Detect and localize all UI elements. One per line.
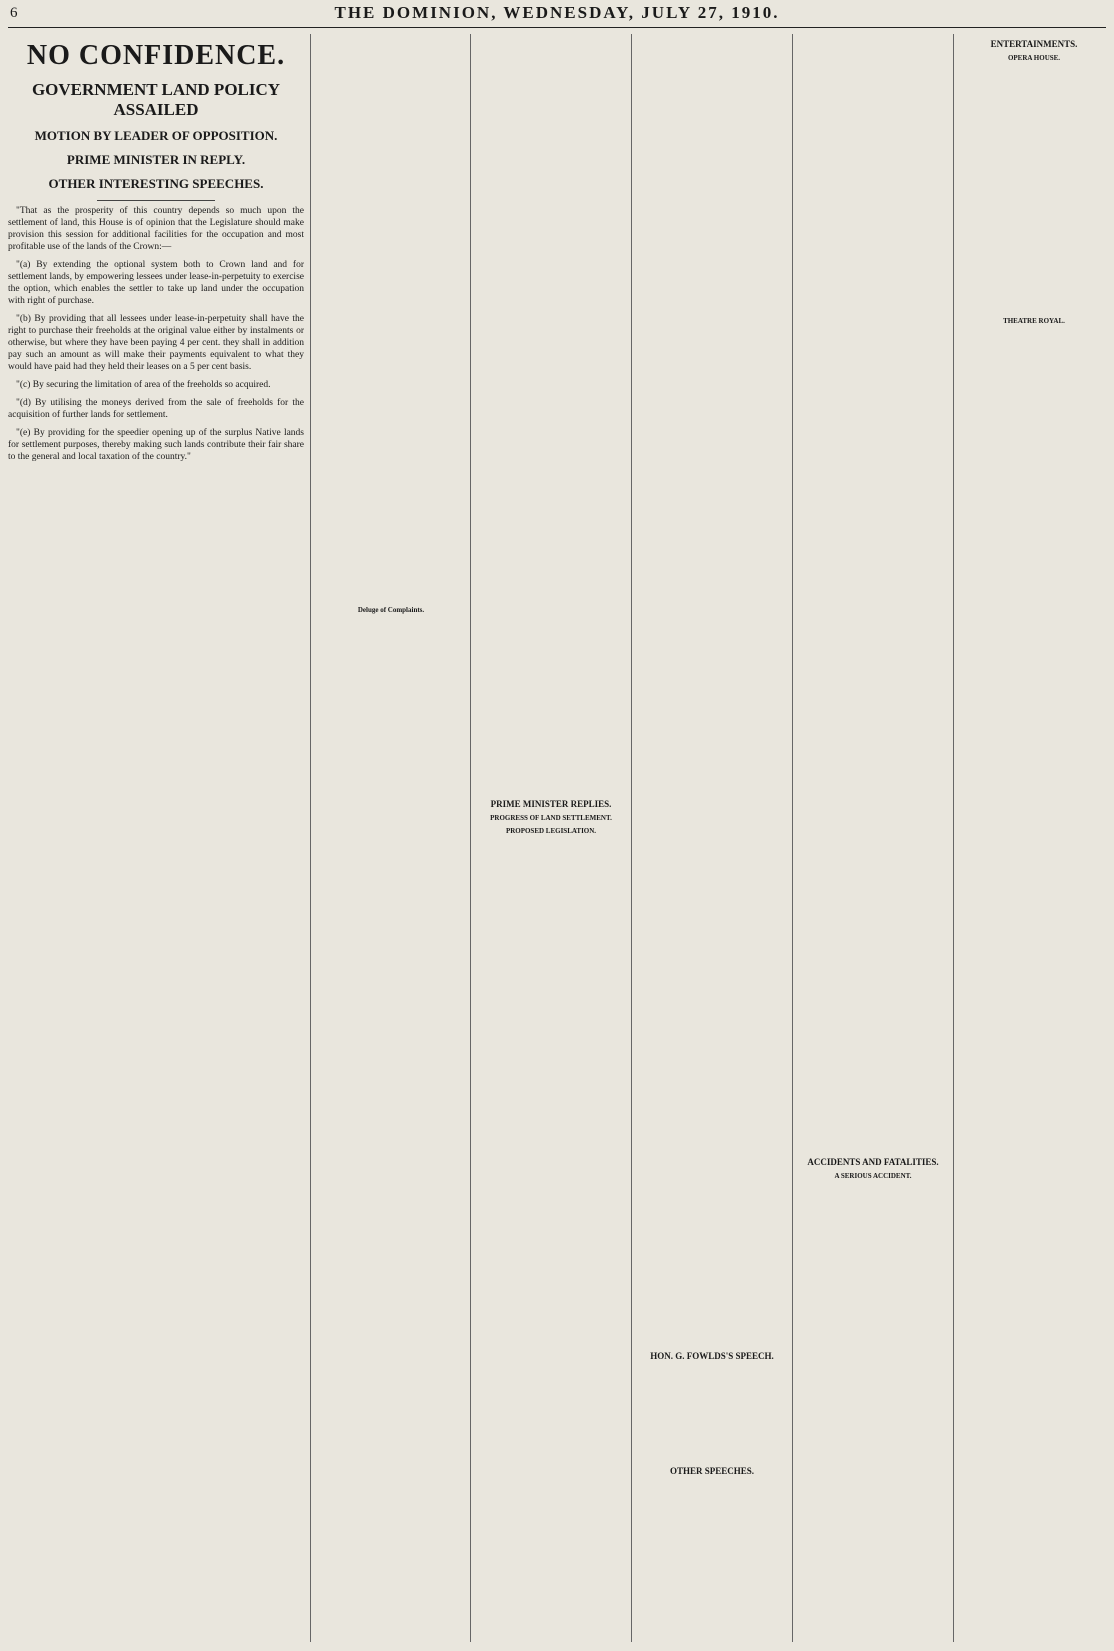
column-rule — [631, 34, 632, 1642]
motion-clause-c: "(c) By securing the limitation of area of the freeholds so acquired. — [16, 380, 271, 390]
masthead — [0, 0, 1114, 30]
column-4 — [637, 34, 787, 1642]
subheading-theatre-royal: THEATRE ROYAL. — [1003, 317, 1065, 325]
motion-clause-d: "(d) By utilising the moneys derived from the sale of freeholds for the acquisition of further lands for settlement. — [8, 398, 304, 420]
headline-land-policy: GOVERNMENT LAND POLICY ASSAILED — [31, 80, 281, 119]
column-rule — [1100, 34, 1101, 1642]
headline-no-confidence: NO CONFIDENCE. — [26, 40, 286, 71]
motion-clause-a: "(a) By extending the optional system both to Crown land and for settlement lands, by empowering lessees under lease-in-perpetuity to exercise the option, which enables the settler to take up land under the occupation with right of purchase. — [8, 260, 304, 306]
section-divider — [97, 200, 215, 201]
motion-clause-b: "(b) By providing that all lessees under lease-in-perpetuity shall have the right to purchase their freeholds at the original value either by instalments or otherwise, but where they have been paying 4 per cent. they shall in addition pay such an amount as will make their payments equivalent to what they would have paid had they held their leases on a 5 per cent basis. — [8, 314, 304, 372]
column-6 — [959, 34, 1109, 1642]
motion-lead: "That as the prosperity of this country depends so much upon the settlement of land, this House is of opinion that the Legislature should make provision this session for additional facilities for the occupation and most profitable use of the lands of the Crown:— — [8, 206, 304, 252]
column-rule — [792, 34, 793, 1642]
masthead-rule — [8, 27, 1106, 28]
column-rule — [470, 34, 471, 1642]
column-rule — [953, 34, 954, 1642]
subheading-deluge: Deluge of Complaints. — [357, 606, 425, 614]
headline-accidents: ACCIDENTS AND FATALITIES. — [807, 1157, 939, 1167]
headline-other-speeches: OTHER INTERESTING SPEECHES. — [48, 176, 264, 191]
column-rule — [310, 34, 311, 1642]
column-1 — [8, 34, 304, 1642]
headline-prime-minister-replies: PRIME MINISTER REPLIES. — [490, 799, 612, 809]
motion-clause-e: "(e) By providing for the speedier opening up of the surplus Native lands for settlement purposes, thereby making such lands contribute their fair share to the general and local taxation of the country." — [8, 428, 304, 462]
subheading-opera-house: OPERA HOUSE. — [1007, 54, 1061, 62]
headline-prime-minister: PRIME MINISTER IN REPLY. — [66, 152, 246, 167]
headline-other-speeches-2: OTHER SPEECHES. — [669, 1466, 755, 1476]
newspaper-title: THE DOMINION, WEDNESDAY, JULY 27, 1910. — [334, 3, 780, 22]
column-3 — [476, 34, 626, 1642]
subheading-proposed-legislation: PROPOSED LEGISLATION. — [505, 827, 597, 835]
subheading-progress: PROGRESS OF LAND SETTLEMENT. — [490, 814, 612, 822]
page-number: 6 — [10, 5, 18, 21]
headline-motion: MOTION BY LEADER OF OPPOSITION. — [34, 128, 278, 143]
subheading-serious-accident: A SERIOUS ACCIDENT. — [834, 1172, 912, 1180]
headline-entertainments: ENTERTAINMENTS. — [990, 39, 1078, 49]
column-2 — [316, 602, 466, 1642]
headline-fowlds-speech: HON. G. FOWLDS'S SPEECH. — [650, 1351, 774, 1361]
column-5 — [798, 34, 948, 1642]
